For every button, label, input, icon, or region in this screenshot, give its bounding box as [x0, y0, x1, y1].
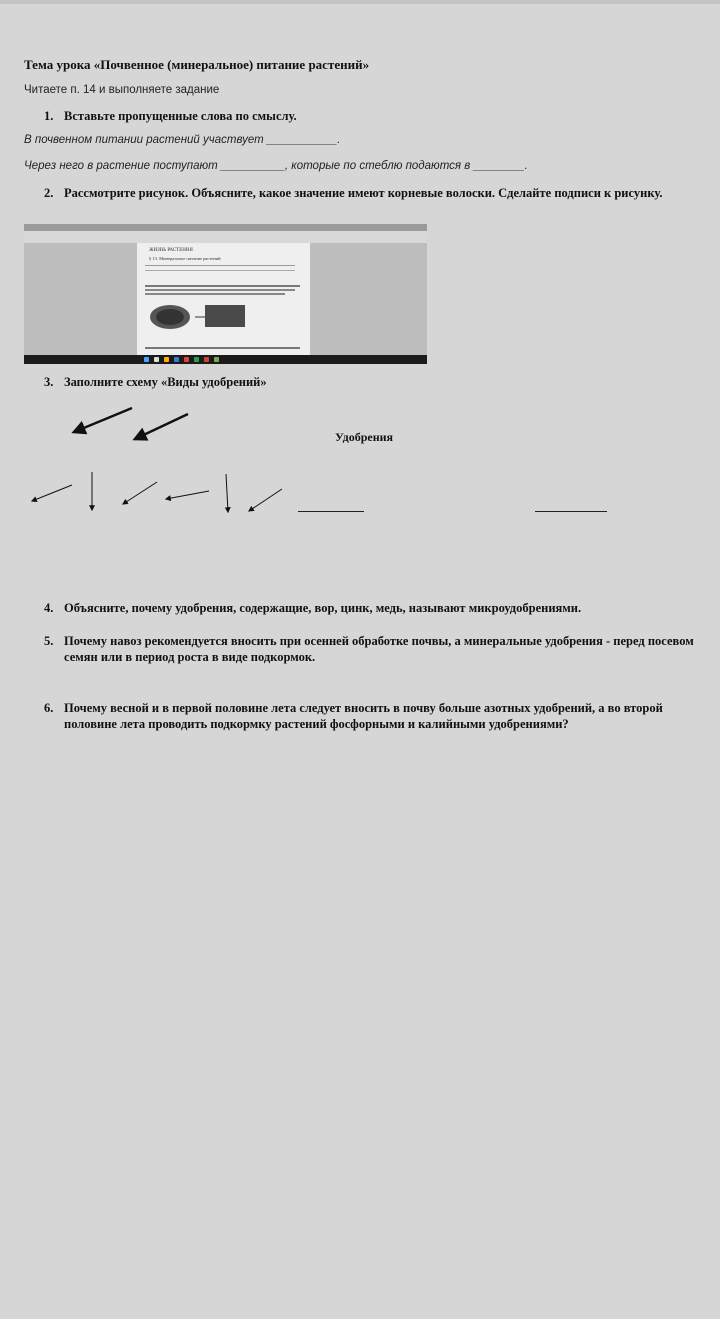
question-6 [24, 700, 694, 732]
question-number: 3. [44, 375, 54, 389]
browser-tab-bar [24, 224, 427, 231]
question-text: Почему навоз рекомендуется вносить при осенней обработке почвы, а минеральные удобрения - перед посевом семян или в период роста в виде подкормок. [64, 634, 694, 664]
top-shade [0, 0, 720, 4]
question-3 [24, 374, 694, 390]
arrow-right-branch [135, 414, 188, 439]
question-number: 2. [44, 186, 54, 200]
question-text: Рассмотрите рисунок. Объясните, какое значение имеют корневые волоски. Сделайте подписи к рисунку. [64, 186, 663, 200]
question-4 [24, 600, 694, 616]
question-5 [24, 633, 694, 665]
textbook-page-preview [137, 243, 310, 355]
arrow-left-branch [74, 408, 132, 432]
question-2 [24, 185, 694, 201]
preview-heading: ЖИЗНЬ РАСТЕНИЯ [149, 248, 193, 253]
arrow-sub-5 [226, 474, 228, 512]
question-text: Заполните схему «Виды удобрений» [64, 375, 267, 389]
taskbar [24, 355, 427, 364]
arrow-sub-3 [123, 482, 157, 504]
embedded-screenshot [24, 224, 427, 364]
scheme-root-label: Удобрения [335, 430, 394, 444]
question-number: 1. [44, 109, 54, 123]
arrow-sub-6 [249, 489, 282, 511]
question-1 [24, 108, 694, 124]
arrow-sub-1 [32, 485, 72, 501]
fertilizer-scheme-arrows [0, 395, 720, 520]
question-text: Почему весной и в первой половине лета следует вносить в почву больше азотных удобрений, а во второй половине лета проводить подкормку растений фосфорными и калийными удобрениями? [64, 701, 663, 731]
question-text: Объясните, почему удобрения, содержащие, вор, цинк, медь, называют микроудобрениями. [64, 601, 582, 615]
scheme-blank-2 [535, 511, 607, 512]
root-hair-diagram-icon [147, 301, 257, 333]
fill-sentence-1: В почвенном питании растений участвует ___________. [24, 134, 341, 146]
fill-sentence-2: Через него в растение поступают __________, которые по стеблю подаются в ________. [24, 160, 528, 172]
question-text: Вставьте пропущенные слова по смыслу. [64, 109, 297, 123]
question-number: 5. [44, 634, 54, 648]
scheme-blank-1 [298, 511, 364, 512]
arrow-sub-4 [166, 491, 209, 499]
question-number: 4. [44, 601, 54, 615]
browser-toolbar [24, 231, 427, 243]
page-title: Тема урока «Почвенное (минеральное) питание растений» [24, 57, 370, 72]
question-number: 6. [44, 701, 54, 715]
preview-section: § 13. Минеральное питание растений [149, 256, 221, 261]
instruction-text: Читаете п. 14 и выполняете задание [24, 84, 220, 96]
